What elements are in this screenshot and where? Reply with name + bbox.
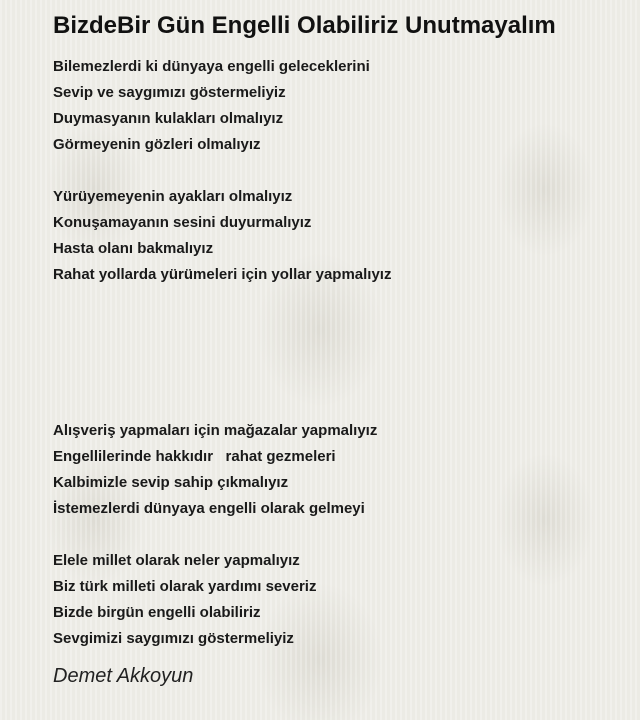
poem-line: Hasta olanı bakmalıyız — [53, 240, 214, 257]
poem-container — [53, 10, 623, 690]
stanza-spacer — [53, 288, 623, 418]
poem-line: Görmeyenin gözleri olmalıyız — [53, 136, 261, 153]
stanza-1 — [53, 54, 623, 158]
poem-line: Kalbimizle sevip sahip çıkmalıyız — [53, 474, 289, 491]
poem-line: Rahat yollarda yürümeleri için yollar yapmalıyız — [53, 266, 392, 283]
poem-line: Engellilerinde hakkıdır rahat gezmeleri — [53, 448, 336, 465]
poem-line: Biz türk milleti olarak yardımı severiz — [53, 578, 317, 595]
stanza-4 — [53, 548, 623, 652]
poem-line: Bizde birgün engelli olabiliriz — [53, 604, 261, 621]
poem-line: Yürüyemeyenin ayakları olmalıyız — [53, 188, 293, 205]
poem-line: Sevip ve saygımızı göstermeliyiz — [53, 84, 286, 101]
stanza-spacer — [53, 158, 623, 184]
poem-line: Konuşamayanın sesini duyurmalıyız — [53, 214, 312, 231]
poem-title: BizdeBir Gün Engelli Olabiliriz Unutmayalım — [53, 12, 556, 39]
poem-line: Sevgimizi saygımızı göstermeliyiz — [53, 630, 294, 647]
poem-line: İstemezlerdi dünyaya engelli olarak gelmeyi — [53, 500, 365, 517]
stanza-3 — [53, 418, 623, 522]
poem-line: Elele millet olarak neler yapmalıyız — [53, 552, 300, 569]
poem-line: Bilemezlerdi ki dünyaya engelli geleceklerini — [53, 58, 370, 75]
stanza-2 — [53, 184, 623, 288]
stanza-spacer — [53, 522, 623, 548]
poem-author: Demet Akkoyun — [53, 665, 194, 687]
poem-line: Alışveriş yapmaları için mağazalar yapmalıyız — [53, 422, 378, 439]
poem-line: Duymasyanın kulakları olmalıyız — [53, 110, 284, 127]
